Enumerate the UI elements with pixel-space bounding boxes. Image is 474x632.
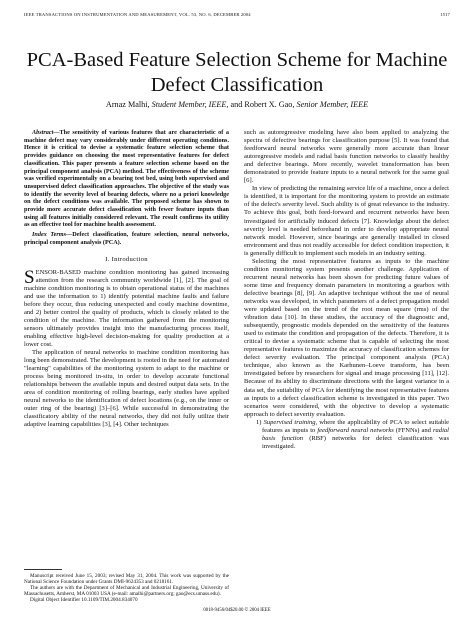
right-paragraph-2: In view of predicting the remaining service life of a machine, once a defect is identified, it is important for the monitoring system to provide an estimate of the defect's severity level. Such ability is of great relevance to the industry. To achieve this goal, both feed-forward and recurrent networks have been investigated for artificially induced defects [7]. Knowledge about the defect severity level is needed beforehand in order to develop appropriate neural network model. However, since bearings are generally installed in closed environment and thus not readily accessible for defect condition inspection, it is generally difficult to implement such models in an industry setting. [244,185,449,257]
author-line [24,100,450,109]
paper-title: PCA-Based Feature Selection Scheme for Machine Defect Classification [26,49,448,96]
section-heading-introduction: I. Introduction [105,255,148,263]
abstract-lead: Abstract— [32,129,60,136]
index-terms-lead: Index Terms— [32,231,73,239]
right-paragraph-1: such as autoregressive modeling have also been applied to analyzing the spectra of defective bearings for classification purpose [5]. It was found that feedforward neural networks were generally more accurate than linear autoregressive models and radial basis function networks to classify healthy and defective bearings. More recently, wavelet transformation has been demonstrated to provide feature inputs to a neural network for the same goal [6]. [244,129,449,185]
footnote-rule [24,569,62,570]
index-terms [24,231,229,246]
list-item-em-ffnn: feedforward neural networks [317,426,394,434]
index-terms-text: Defect classification, feature selection, neural networks, principal component analysis (PCA). [24,231,229,246]
list-item-label: Supervised training, [263,418,318,426]
list-item-text-a: where the applicability of PCA to select suitable features as inputs to [262,418,449,434]
left-column [24,129,229,430]
footnotes [24,569,229,603]
footnote-doi: Digital Object Identifier 10.1109/TIM.2004.834070 [30,597,138,604]
abstract-text: The sensitivity of various features that are characteristic of a machine defect may vary considerably under different operating conditions. Hence it is critical to devise a systematic feature selection scheme that provides guidance on choosing the most representative features for defect classification. This paper presents a feature selection scheme based on the principal component analysis (PCA) method. The effectiveness of the scheme was verified experimentally on a bearing test bed, using both supervised and unsupervised defect classification approaches. The objective of the study was to identify the severity level of bearing defects, where no a priori knowledge on the defect conditions was available. The proposed scheme has shown to provide more accurate defect classification with fewer feature inputs than using all features initially considered relevant. The result confirms its utility as an effective tool for machine health assessment. [24,129,229,229]
copyright-line: 0018-9456/04$20.00 © 2004 IEEE [203,608,271,613]
list-item-number: 1) [256,418,262,426]
list-item-em-rbf: radial basis function [262,426,449,442]
intro-paragraph-2: The application of neural networks to machine condition monitoring has long been demonstrated. The development is rooted in the need for automated "learning" capabilities of the monitoring system to adapt to the machine or process being monitored in-situ, in order to develop accurate functional relationships between the available inputs and desired output data sets. In the area of condition monitoring of rolling bearings, early studies have applied neural networks to the identification of defect locations (e.g., on the inner or outer ring of the bearing) [3]–[6]. While successful in demonstrating the classificatory ability of the neural networks, they did not fully utilize their adaptive learning capabilities [3], [4]. Other techniques [24,349,229,429]
list-item-text-c: (RBF) networks for defect classification was investigated. [262,434,450,450]
author-1-role: Student Member, IEEE, [151,100,229,109]
list-item-supervised [250,419,449,451]
drop-cap: S [24,266,35,288]
author-1-name: Arnaz Malhi, [105,100,150,109]
intro-paragraph-1 [24,266,229,349]
author-2-name: and Robert X. Gao, [230,100,295,109]
running-head [24,12,450,22]
right-paragraph-3: Selecting the most representative features as inputs to the machine condition monitoring system presents another challenge. Application of recurrent neural networks has been shown for predicting future values of some time and frequency domain parameters in monitoring a gearbox with defective bearings [8], [9]. An adaptive technique without the use of neural networks was developed, in which parameters of a defect propagation model were updated based on the trend of the root mean square (rms) of the vibration data [10]. In these studies, the accuracy of the diagnostic and, subsequently, prognostic models depended on the sensitivity of the features used to estimate the condition and propagation of the defects. Therefore, it is critical to devise a systematic scheme that is capable of selecting the most representative features to maximize the accuracy of classification schemes for defect severity evaluation. The principal component analysis (PCA) technique, also known as the Karhunen–Loeve transform, has been investigated before by researchers for signal and image processing [11], [12]. Because of its ability to discriminate directions with the largest variance in a data set, the suitability of PCA for identifying the most representative features as inputs to a defect classification scheme is investigated in this paper. Two scenarios were considered, with the objective to develop a systematic approach to defect severity evaluation. [244,257,449,418]
author-2-role: Senior Member, IEEE [296,100,369,109]
list-item-text-b: (FFNNs) and [395,426,431,434]
page-number: 1517 [440,12,450,17]
journal-header: IEEE TRANSACTIONS ON INSTRUMENTATION AND MEASUREMENT, VOL. 53, NO. 6, DECEMBER 2004 [24,12,251,17]
intro-paragraph-1-text: ENSOR-BASED machine condition monitoring has gained increasing attention from the research community worldwide [1], [2]. The goal of machine condition monitoring is to obtain operational status of the machines and use the information to 1) identify potential machine faults and failure before they occur, thus reducing unexpected and costly machine downtime, and 2) better control the quality of products, which is closely related to the condition of the machine. The information gathered from the monitoring sensors ultimately provides insight into the manufacturing process itself, enabling effective high-level decision-making for quality production at a lower cost. [24,268,229,349]
footnote-affiliation: The authors are with the Department of Mechanical and Industrial Engineering, University of Massachusetts, Amherst, MA 01003 USA (e-mail: amalhi@partners.org; gao@ecs.umass.edu). [24,585,229,598]
right-column [244,129,449,451]
abstract [24,129,229,229]
footnote-manuscript: Manuscript received June 15, 2003; revised May 31, 2004. This work was supported by the National Science Foundation under Grants DMI-9624353 and 0218161. [24,573,229,586]
